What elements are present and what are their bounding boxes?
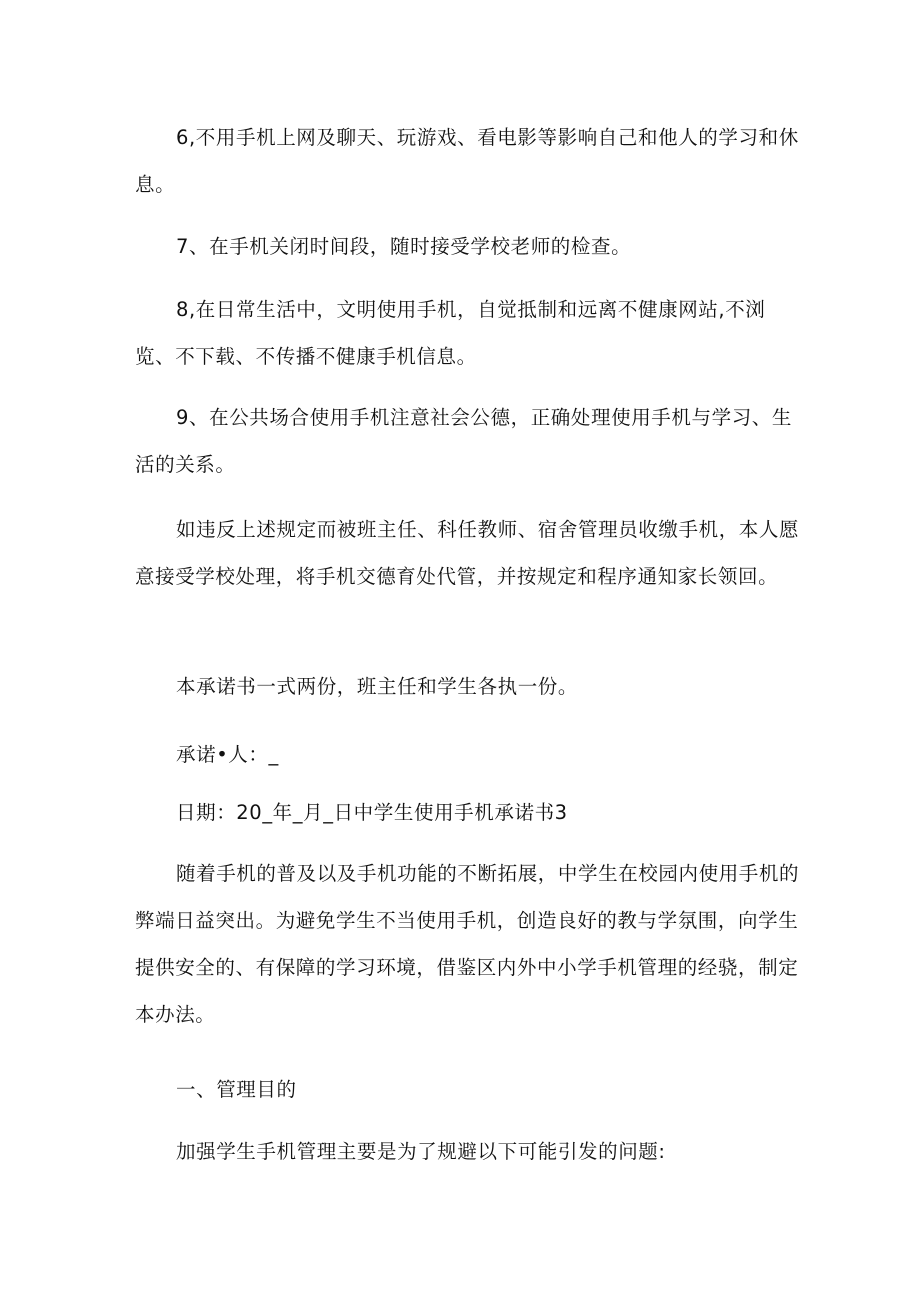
rule-item-9: 9、在公共场合使用手机注意社会公德，正确处理使用手机与学习、生活的关系。	[135, 406, 793, 476]
date-line: 日期：20_年_月_日中学生使用手机承诺书3	[176, 801, 568, 824]
violation-paragraph: 如违反上述规定而被班主任、科任教师、宿舍管理员收缴手机，本人愿意接受学校处理，将手机交德育处代管，并按规定和程序通知家长领回。	[135, 518, 800, 588]
section-intro: 加强学生手机管理主要是为了规避以下可能引发的问题:	[176, 1140, 666, 1163]
copies-line: 本承诺书一式两份，班主任和学生各执一份。	[176, 675, 579, 698]
rule-item-8: 8,在日常生活中，文明使用手机，自觉抵制和远离不健康网站,不浏览、不下载、不传播不健康手机信息。	[135, 298, 766, 368]
signer-line: 承诺•人：_	[176, 743, 279, 766]
section-heading: 一、管理目的	[176, 1078, 297, 1101]
intro-paragraph: 随着手机的普及以及手机功能的不断拓展，中学生在校园内使用手机的弊端日益突出。为避免学生不当使用手机，创造良好的教与学氛围，向学生提供安全的、有保障的学习环境，借鉴区内外中小学手机管理的经骁，制定本办法。	[135, 862, 800, 1026]
rule-item-7: 7、在手机关闭时间段，随时接受学校老师的检查。	[176, 235, 632, 258]
rule-item-6: 6,不用手机上网及聊天、玩游戏、看电影等影响自己和他人的学习和休息。	[135, 126, 799, 196]
